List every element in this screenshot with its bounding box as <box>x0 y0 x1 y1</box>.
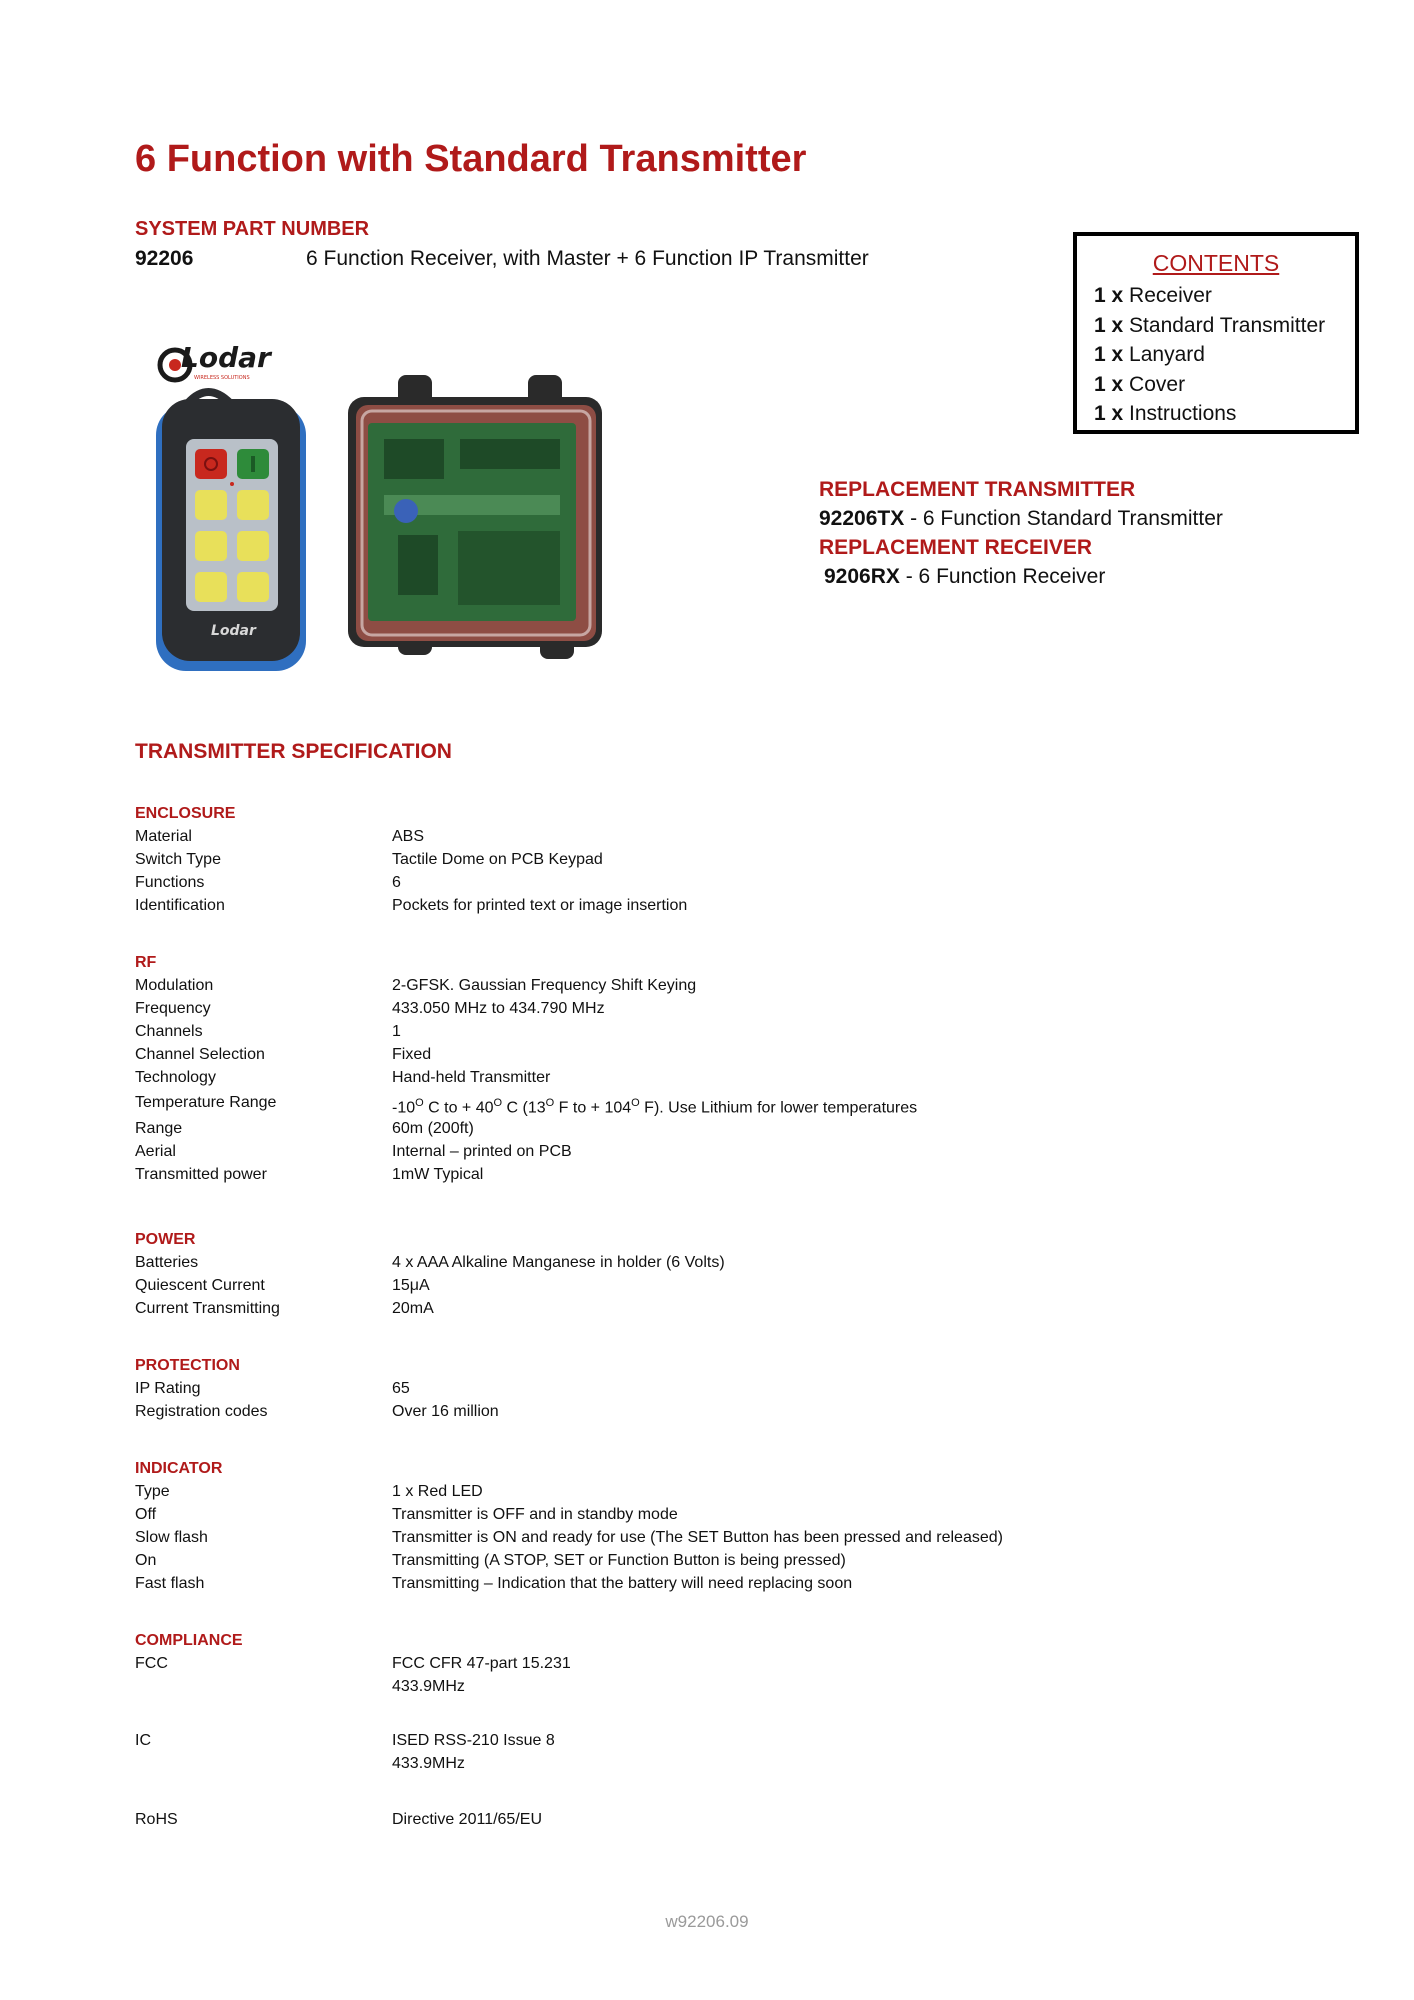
transmitter-remote <box>156 392 306 671</box>
spec-value: 60m (200ft) <box>392 1120 474 1137</box>
spec-value: ABS <box>392 828 425 845</box>
system-part-description: 6 Function Receiver, with Master + 6 Function IP Transmitter <box>306 247 869 270</box>
spec-value: Transmitter is OFF and in standby mode <box>392 1506 678 1523</box>
section-indicator <box>135 1457 1135 1595</box>
spec-label: Switch Type <box>135 851 221 868</box>
section-rf <box>135 951 1135 1186</box>
contents-name: Lanyard <box>1129 343 1205 366</box>
spec-value: 1mW Typical <box>392 1166 484 1183</box>
contents-box <box>1073 232 1359 434</box>
spec-row <box>135 1572 1135 1595</box>
spec-row <box>135 1274 1135 1297</box>
degree-symbol: O <box>493 1097 503 1109</box>
logo-text: Lodar <box>181 341 271 374</box>
section-heading: COMPLIANCE <box>135 1632 243 1649</box>
spec-row <box>135 1251 1135 1274</box>
spec-row <box>135 825 1135 848</box>
spec-title: TRANSMITTER SPECIFICATION <box>135 740 452 763</box>
product-photo <box>148 335 638 675</box>
contents-item <box>1094 370 1355 400</box>
contents-item <box>1094 399 1355 429</box>
replacement-transmitter-heading: REPLACEMENT TRANSMITTER <box>819 478 1136 501</box>
spec-row <box>135 1020 1135 1043</box>
spec-value: Fixed <box>392 1046 432 1063</box>
spec-row <box>135 871 1135 894</box>
logo-subtext: WIRELESS SOLUTIONS <box>194 375 250 381</box>
degree-symbol: O <box>415 1097 424 1109</box>
contents-name: Cover <box>1129 372 1186 396</box>
spec-value-line: FCC CFR 47-part 15.231 <box>392 1655 571 1672</box>
contents-qty: 1 x <box>1094 343 1124 366</box>
spec-value: Internal – printed on PCB <box>392 1143 572 1160</box>
spec-label: Slow flash <box>135 1529 208 1546</box>
spec-row-ic <box>135 1729 1135 1775</box>
product-images <box>148 335 638 675</box>
section-compliance-rohs <box>135 1808 1135 1831</box>
spec-row <box>135 894 1135 917</box>
system-part-number: 92206 <box>135 247 194 270</box>
spec-value: 433.050 MHz to 434.790 MHz <box>392 1000 605 1017</box>
section-protection <box>135 1354 1135 1423</box>
spec-value: 2-GFSK. Gaussian Frequency Shift Keying <box>392 977 697 994</box>
spec-row <box>135 1480 1135 1503</box>
spec-label: RoHS <box>135 1811 178 1828</box>
spec-row <box>135 1066 1135 1089</box>
spec-value: Pockets for printed text or image insertion <box>392 897 688 914</box>
contents-item <box>1094 311 1355 341</box>
spec-row <box>135 848 1135 871</box>
spec-value: Over 16 million <box>392 1403 499 1420</box>
lodar-logo <box>160 341 273 381</box>
spec-value: 1 x Red LED <box>392 1483 483 1500</box>
section-compliance-ic <box>135 1729 1135 1775</box>
contents-list <box>1077 281 1355 429</box>
section-power <box>135 1228 1135 1320</box>
spec-value: Transmitter is ON and ready for use (The SET Button has been pressed and released) <box>392 1529 1003 1546</box>
document-code: w92206.09 <box>665 1912 749 1931</box>
spec-value: Tactile Dome on PCB Keypad <box>392 851 603 868</box>
contents-name: Receiver <box>1129 284 1212 307</box>
spec-value: Hand-held Transmitter <box>392 1069 551 1086</box>
spec-value <box>392 1089 1135 1117</box>
spec-label: Range <box>135 1120 183 1137</box>
degree-symbol: O <box>631 1097 640 1109</box>
spec-label: Aerial <box>135 1143 176 1160</box>
section-heading: INDICATOR <box>135 1460 223 1477</box>
replacement-receiver-desc: - 6 Function Receiver <box>899 565 1106 588</box>
spec-row <box>135 1400 1135 1423</box>
spec-label: Identification <box>135 897 225 914</box>
replacement-receiver-heading: REPLACEMENT RECEIVER <box>819 536 1093 559</box>
section-heading: POWER <box>135 1231 196 1248</box>
spec-value: 1 <box>392 1023 401 1040</box>
spec-label: Off <box>135 1506 157 1523</box>
spec-label: IC <box>135 1732 151 1749</box>
contents-qty: 1 x <box>1094 284 1124 307</box>
spec-row <box>135 1297 1135 1320</box>
spec-row <box>135 1377 1135 1400</box>
spec-label: Transmitted power <box>135 1166 267 1183</box>
spec-value <box>392 1729 1135 1775</box>
page-title: 6 Function with Standard Transmitter <box>135 138 807 180</box>
spec-label: Temperature Range <box>135 1094 277 1111</box>
replacement-receiver-line <box>824 565 1105 589</box>
section-heading: ENCLOSURE <box>135 805 236 822</box>
replacement-transmitter-desc: - 6 Function Standard Transmitter <box>904 507 1223 530</box>
replacement-transmitter-code: 92206TX <box>819 507 905 530</box>
section-compliance <box>135 1629 1135 1698</box>
spec-value: 6 <box>392 874 401 891</box>
spec-value-line: ISED RSS-210 Issue 8 <box>392 1732 555 1749</box>
spec-value: Transmitting – Indication that the battery will need replacing soon <box>392 1575 853 1592</box>
replacement-receiver-code: 9206RX <box>824 565 900 588</box>
contents-qty: 1 x <box>1094 372 1124 396</box>
contents-title: CONTENTS <box>1152 250 1280 276</box>
contents-qty: 1 x <box>1094 402 1124 425</box>
spec-label: Batteries <box>135 1254 199 1271</box>
spec-value: Directive 2011/65/EU <box>392 1811 542 1828</box>
spec-label: Material <box>135 828 192 845</box>
spec-label: IP Rating <box>135 1380 201 1397</box>
temp-part: C to + 40 <box>423 1099 494 1117</box>
spec-value-line: 433.9MHz <box>392 1755 465 1772</box>
replacement-transmitter-line <box>819 507 1223 531</box>
remote-logo-text: Lodar <box>211 623 256 639</box>
section-enclosure <box>135 802 1135 917</box>
spec-label: Current Transmitting <box>135 1300 280 1317</box>
spec-label: Quiescent Current <box>135 1277 265 1294</box>
contents-qty: 1 x <box>1094 313 1124 337</box>
spec-label: Fast flash <box>135 1575 205 1592</box>
contents-item <box>1094 340 1355 370</box>
spec-value: Transmitting (A STOP, SET or Function Button is being pressed) <box>392 1552 846 1569</box>
spec-row <box>135 974 1135 997</box>
spec-row <box>135 1163 1135 1186</box>
spec-label: Technology <box>135 1069 216 1086</box>
spec-value: 20mA <box>392 1300 434 1317</box>
spec-label: Channel Selection <box>135 1046 265 1063</box>
spec-label: On <box>135 1552 157 1569</box>
spec-label: Type <box>135 1483 170 1500</box>
spec-label: Frequency <box>135 1000 211 1017</box>
spec-row <box>135 1117 1135 1140</box>
spec-value: 4 x AAA Alkaline Manganese in holder (6 Volts) <box>392 1254 725 1271</box>
spec-row <box>135 997 1135 1020</box>
temp-part: -10 <box>392 1099 416 1117</box>
contents-name: Standard Transmitter <box>1129 313 1326 337</box>
temp-part: F). Use Lithium for lower temperatures <box>639 1099 918 1117</box>
contents-item <box>1094 281 1355 311</box>
temp-part: C (13 <box>502 1099 546 1117</box>
spec-value <box>392 1652 1135 1698</box>
spec-value: 65 <box>392 1380 410 1397</box>
spec-label: Registration codes <box>135 1403 268 1420</box>
spec-row-rohs <box>135 1808 1135 1831</box>
spec-row <box>135 1503 1135 1526</box>
spec-label: Functions <box>135 874 205 891</box>
section-heading: RF <box>135 954 157 971</box>
spec-value-line: 433.9MHz <box>392 1678 465 1695</box>
spec-value: 15μA <box>392 1277 430 1294</box>
spec-row <box>135 1526 1135 1549</box>
degree-symbol: O <box>545 1097 555 1109</box>
spec-row <box>135 1043 1135 1066</box>
spec-row-temperature <box>135 1089 1135 1117</box>
section-heading: PROTECTION <box>135 1357 240 1374</box>
spec-row <box>135 1549 1135 1572</box>
system-part-heading: SYSTEM PART NUMBER <box>135 218 370 240</box>
spec-label: Channels <box>135 1023 203 1040</box>
receiver-box <box>348 375 602 659</box>
spec-row <box>135 1140 1135 1163</box>
spec-row-fcc <box>135 1652 1135 1698</box>
temp-part: F to + 104 <box>554 1099 632 1117</box>
spec-label: Modulation <box>135 977 214 994</box>
contents-name: Instructions <box>1129 402 1237 425</box>
spec-label: FCC <box>135 1655 168 1672</box>
